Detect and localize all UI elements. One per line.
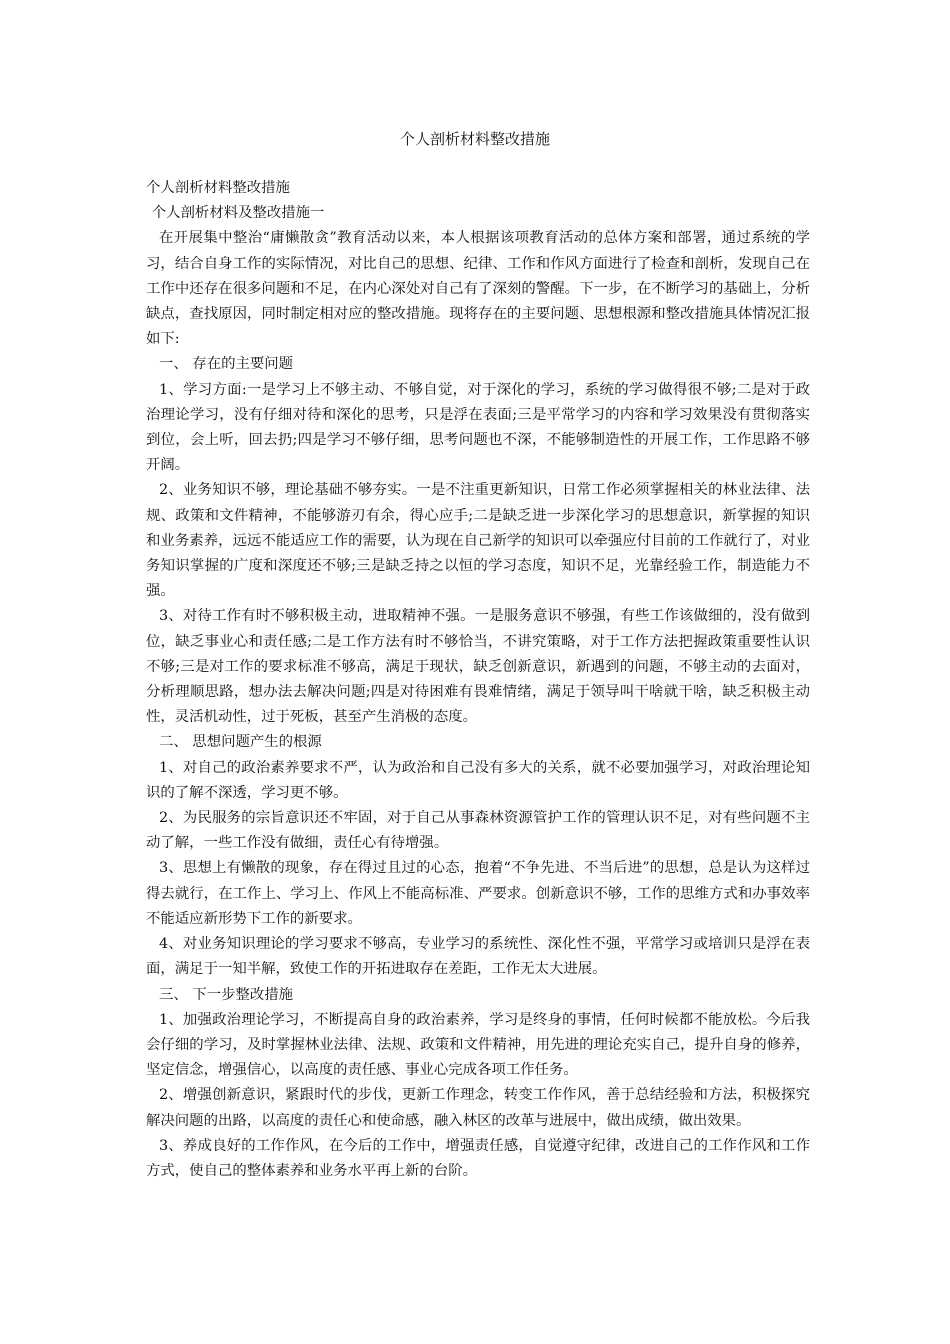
document-paragraph: 在开展集中整治“庸懒散贪”教育活动以来，本人根据该项教育活动的总体方案和部署，通过系统的学习，结合自身工作的实际情况，对比自己的思想、纪律、工作和作风方面进行了检查和剖析，发现自己在工作中还存在很多问题和不足，在内心深处对自己有了深刻的警醒。下一步，在不断学习的基础上，分析缺点，查找原因，同时制定相对应的整改措施。现将存在的主要问题、思想根源和整改措施具体情况汇报如下: [146,230,810,348]
document-paragraph: 1、对自己的政治素养要求不严，认为政治和自己没有多大的关系，就不必要加强学习，对政治理论知识的了解不深透，学习更不够。 [146,759,810,801]
document-paragraph: 2、为民服务的宗旨意识还不牢固，对于自己从事森林资源管护工作的管理认识不足，对有些问题不主动了解，一些工作没有做细，责任心有待增强。 [146,810,810,852]
document-body [146,176,810,1184]
document-paragraph: 1、学习方面:一是学习上不够主动、不够自觉，对于深化的学习，系统的学习做得很不够;二是对于政治理论学习，没有仔细对待和深化的思考，只是浮在表面;三是平常学习的内容和学习效果没有贯彻落实到位，会上听，回去扔;四是学习不够仔细，思考问题也不深，不能够制造性的开展工作，工作思路不够开阔。 [146,381,810,474]
document-paragraph: 2、增强创新意识，紧跟时代的步伐，更新工作理念，转变工作作风，善于总结经验和方法，积极探究解决问题的出路，以高度的责任心和使命感，融入林区的改革与进展中，做出成绩，做出效果。 [146,1087,810,1129]
document-paragraph: 3、思想上有懒散的现象，存在得过且过的心态，抱着“不争先进、不当后进”的思想，总是认为这样过得去就行，在工作上、学习上、作风上不能高标准、严要求。创新意识不够，工作的思维方式和办事效率不能适应新形势下工作的新要求。 [146,860,810,927]
document-paragraph: 一、 存在的主要问题 [158,356,294,373]
document-paragraph: 3、养成良好的工作作风，在今后的工作中，增强责任感，自觉遵守纪律，改进自己的工作作风和工作方式，使自己的整体素养和业务水平再上新的台阶。 [146,1137,810,1179]
document-heading-line: 个人剖析材料整改措施 [146,180,290,196]
document-title: 个人剖析材料整改措施 [399,130,550,148]
document-paragraph: 1、加强政治理论学习，不断提高自身的政治素养，学习是终身的事情，任何时候都不能放松。今后我会仔细的学习，及时掌握林业法律、法规、政策和文件精神，用先进的理论充实自己，提升自身的修养，坚定信念，增强信心，以高度的责任感、事业心完成各项工作任务。 [146,1011,810,1079]
document-paragraph: 三、 下一步整改措施 [158,986,294,1003]
document-heading-line: 个人剖析材料及整改措施一 [151,205,325,222]
document-paragraph: 2、业务知识不够，理论基础不够夯实。一是不注重更新知识，日常工作必须掌握相关的林业法律、法规、政策和文件精神，不能够游刃有余，得心应手;二是缺乏进一步深化学习的思想意识，新掌握的知识和业务素养，远远不能适应工作的需要，认为现在自己新学的知识可以牵强应付目前的工作就行了，对业务知识掌握的广度和深度还不够;三是缺乏持之以恒的学习态度，知识不足，光靠经验工作，制造能力不强。 [146,482,810,600]
document-paragraph: 3、对待工作有时不够积极主动，进取精神不强。一是服务意识不够强，有些工作该做细的，没有做到位，缺乏事业心和责任感;二是工作方法有时不够恰当，不讲究策略，对于工作方法把握政策重要性认识不够;三是对工作的要求标准不够高，满足于现状，缺乏创新意识，新遇到的问题，不够主动的去面对，分析理顺思路，想办法去解决问题;四是对待困难有畏难情绪，满足于领导叫干啥就干啥，缺乏积极主动性，灵活机动性，过于死板，甚至产生消极的态度。 [146,608,810,726]
document-paragraph: 二、 思想问题产生的根源 [158,734,322,751]
document-paragraph: 4、对业务知识理论的学习要求不够高，专业学习的系统性、深化性不强，平常学习或培训只是浮在表面，满足于一知半解，致使工作的开拓进取存在差距，工作无太大进展。 [146,936,810,978]
